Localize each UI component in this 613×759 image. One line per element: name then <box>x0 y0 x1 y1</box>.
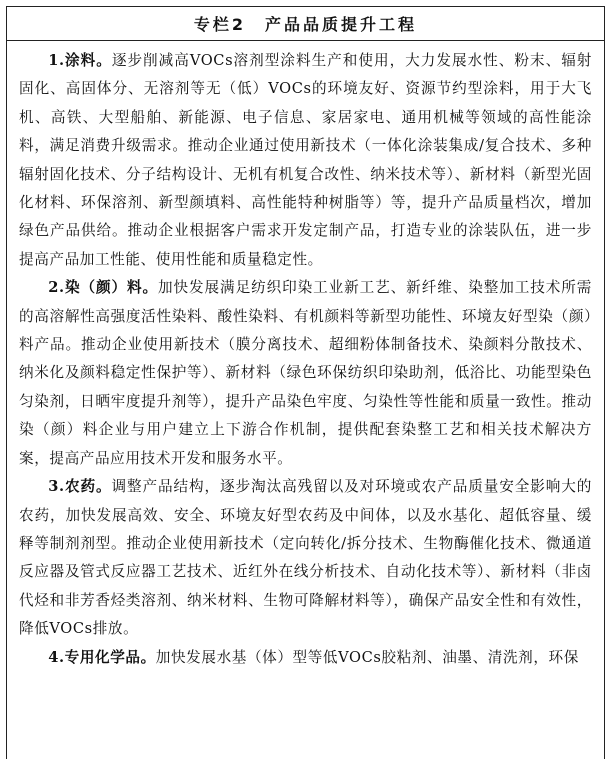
paragraph-lead: 4.专用化学品。 <box>48 648 156 666</box>
column-content <box>7 41 604 672</box>
column-title-row <box>7 7 604 41</box>
paragraph-lead: 3.农药。 <box>48 478 112 496</box>
paragraph-dyes <box>19 274 592 473</box>
paragraph-text: 加快发展水基（体）型等低VOCs胶粘剂、油墨、清洗剂，环保 <box>155 648 579 666</box>
paragraph-text: 逐步削减高VOCs溶剂型涂料生产和使用，大力发展水性、粉末、辐射固化、高固体分、无溶剂等无（低）VOCs的环境友好、资源节约型涂料，用于大飞机、高铁、大型船舶、新能源、电子信息、家居家电、通用机械等领域的高性能涂料，满足消费升级需求。推动企业通过使用新技术（一体化涂装集成/复合技术、多种辐射固化技术、分子结构设计、无机有机复合改性、纳米技术等）、新材料（新型光固化材料、环保溶剂、新型颜填料、高性能特种树脂等）等，提升产品质量档次，增加绿色产品供给。推动企业根据客户需求开发定制产品，打造专业的涂装队伍，进一步提高产品加工性能、使用性能和质量稳定性。 <box>19 52 592 268</box>
paragraph-pesticides <box>19 473 592 643</box>
paragraph-lead: 2.染（颜）料。 <box>48 279 159 297</box>
column-box <box>6 6 605 759</box>
paragraph-specialty-chemicals <box>19 644 592 672</box>
column-title: 专栏2 产品品质提升工程 <box>193 15 418 34</box>
paragraph-text: 调整产品结构，逐步淘汰高残留以及对环境或农产品质量安全影响大的农药，加快发展高效、安全、环境友好型农药及中间体，以及水基化、超低容量、缓释等制剂剂型。推动企业使用新技术（定向转化/拆分技术、生物酶催化技术、微通道反应器及管式反应器工艺技术、近红外在线分析技术、自动化技术等）、新材料（非卤代烃和非芳香烃类溶剂、纳米材料、生物可降解材料等），确保产品安全性和有效性，降低VOCs排放。 <box>19 478 592 638</box>
paragraph-coatings <box>19 47 592 274</box>
paragraph-text: 加快发展满足纺织印染工业新工艺、新纤维、染整加工技术所需的高溶解性高强度活性染料、酸性染料、有机颜料等新型功能性、环境友好型染（颜）料产品。推动企业使用新技术（膜分离技术、超细粉体制备技术、染颜料分散技术、纳米化及颜料稳定性保护等）、新材料（绿色环保纺织印染助剂，低浴比、功能型染色匀染剂，日晒牢度提升剂等），提升产品染色牢度、匀染性等性能和质量一致性。推动染（颜）料企业与用户建立上下游合作机制，提供配套染整工艺和相关技术解决方案，提高产品应用技术开发和服务水平。 <box>19 279 592 467</box>
paragraph-lead: 1.涂料。 <box>48 52 112 69</box>
